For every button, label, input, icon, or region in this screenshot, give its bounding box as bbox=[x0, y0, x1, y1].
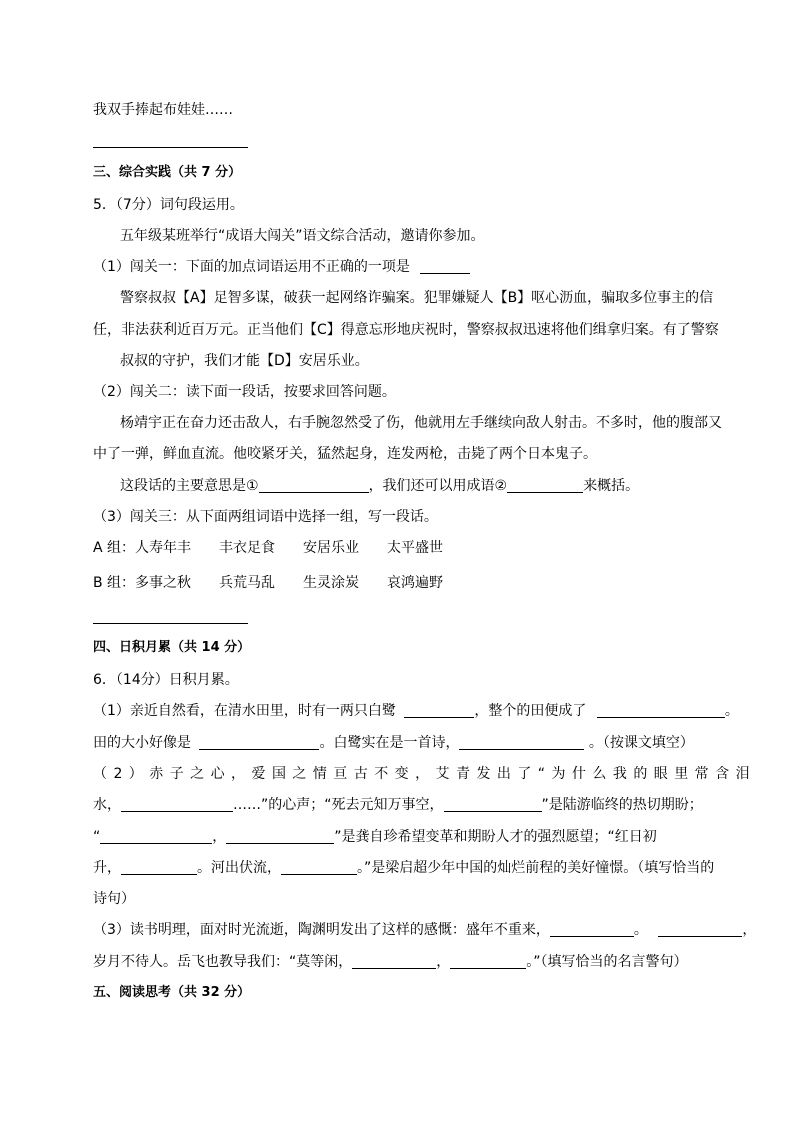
word-group-a: A 组：人寿年丰 丰衣足食 安居乐业 太平盛世 bbox=[93, 540, 444, 556]
blank-field[interactable] bbox=[226, 829, 334, 844]
blank-field[interactable] bbox=[550, 922, 634, 937]
text-line: 我双手捧起布娃娃…… bbox=[93, 102, 233, 118]
text-span: （1）闯关一：下面的加点词语运用不正确的一项是 bbox=[93, 259, 410, 275]
blank-field[interactable] bbox=[281, 860, 357, 875]
text-span: （3）读书明理，面对时光流逝，陶渊明发出了这样的感慨：盛年不重来， bbox=[93, 922, 550, 938]
text-span: ……”的心声；“死去元知万事空， bbox=[233, 797, 444, 813]
text-span: 。 bbox=[633, 922, 648, 938]
text-line: 任，非法获利近百万元。正当他们【C】得意忘形地庆祝时，警察叔叔迅速将他们缉拿归案。有了警察 bbox=[93, 322, 719, 338]
text-span: 。白鹭实在是一首诗， bbox=[319, 735, 460, 751]
text-line bbox=[93, 920, 756, 940]
answer-line bbox=[93, 623, 248, 624]
text-span: ”是龚自珍希望变革和期盼人才的强烈愿望；“红日初 bbox=[334, 829, 657, 845]
blank-field[interactable] bbox=[100, 829, 212, 844]
text-span: 。”是梁启超少年中国的灿烂前程的美好憧憬。（填写恰当的 bbox=[357, 860, 715, 876]
text-span: 。”（填写恰当的名言警句） bbox=[526, 954, 688, 970]
text-span: 。 bbox=[724, 703, 739, 719]
question-title: 6．（14分）日积月累。 bbox=[93, 672, 239, 688]
text-line bbox=[93, 952, 688, 972]
blank-field[interactable] bbox=[121, 860, 197, 875]
text-span: 。河出伏流， bbox=[197, 860, 281, 876]
text-line bbox=[93, 827, 657, 847]
text-line: 叔叔的守护，我们才能【D】安居乐业。 bbox=[120, 353, 369, 369]
blank-field[interactable] bbox=[420, 259, 470, 274]
text-span: （1）亲近自然看，在清水田里，时有一两只白鹭 bbox=[93, 703, 396, 719]
question-part: （3）闯关三：从下面两组词语中选择一组，写一段话。 bbox=[93, 509, 438, 525]
blank-field[interactable] bbox=[444, 797, 542, 812]
text-line: 五年级某班举行“成语大闯关”语文综合活动，邀请你参加。 bbox=[120, 228, 485, 244]
word-group-b: B 组：多事之秋 兵荒马乱 生灵涂炭 哀鸿遍野 bbox=[93, 575, 444, 591]
text-span: “ bbox=[93, 829, 101, 845]
text-span: 岁月不待人。岳飞也教导我们：“莫等闲， bbox=[93, 954, 353, 970]
question-part bbox=[93, 257, 470, 277]
section-heading: 三、综合实践（共 7 分） bbox=[93, 165, 242, 180]
text-line bbox=[93, 795, 703, 815]
text-span: 水， bbox=[93, 797, 121, 813]
text-line: 诗句） bbox=[93, 891, 135, 907]
text-span: ， bbox=[742, 922, 757, 938]
blank-field[interactable] bbox=[658, 922, 742, 937]
blank-field[interactable] bbox=[121, 797, 233, 812]
answer-line bbox=[93, 147, 248, 148]
blank-field[interactable] bbox=[404, 703, 474, 718]
blank-field[interactable] bbox=[450, 954, 526, 969]
blank-field[interactable] bbox=[597, 703, 725, 718]
text-span: 来概括。 bbox=[583, 478, 640, 494]
text-span: ，我们还可以用成语② bbox=[368, 478, 508, 494]
question-part: （2）闯关二：读下面一段话，按要求回答问题。 bbox=[93, 384, 396, 400]
section-heading: 四、日积月累（共 14 分） bbox=[93, 640, 251, 655]
blank-field[interactable] bbox=[459, 735, 584, 750]
text-line: 中了一弹，鲜血直流。他咬紧牙关，猛然起身，连发两枪，击毙了两个日本鬼子。 bbox=[93, 446, 597, 462]
text-span: 这段话的主要意思是① bbox=[120, 478, 259, 494]
text-line: 杨靖宇正在奋力还击敌人，右手腕忽然受了伤，他就用左手继续向敌人射击。不多时，他的腹部又 bbox=[120, 415, 722, 431]
question-title: 5．（7分）词句段运用。 bbox=[93, 197, 244, 213]
text-line bbox=[93, 858, 714, 878]
text-span: ，整个的田便成了 bbox=[474, 703, 587, 719]
text-span: 升， bbox=[93, 860, 121, 876]
text-span: ， bbox=[436, 954, 451, 970]
text-span: 田的大小好像是 bbox=[93, 735, 191, 751]
text-span: ， bbox=[212, 829, 227, 845]
text-span: ”是陆游临终的热切期盼； bbox=[541, 797, 703, 813]
text-line: 警察叔叔【A】足智多谋，破获一起网络诈骗案。犯罪嫌疑人【B】呕心沥血，骗取多位事主的信 bbox=[120, 290, 714, 306]
blank-field[interactable] bbox=[199, 735, 319, 750]
section-heading: 五、阅读思考（共 32 分） bbox=[93, 985, 251, 1000]
text-span: 。（按课文填空） bbox=[588, 735, 694, 751]
blank-field[interactable] bbox=[259, 478, 369, 493]
blank-field[interactable] bbox=[507, 478, 583, 493]
text-line bbox=[93, 701, 739, 721]
text-line bbox=[120, 476, 639, 496]
text-line: （ 2 ） 赤 子 之 心 ， 爱 国 之 情 亘 古 不 变 ， 艾 青 发 出 了 “ 为 什 么 我 的 眼 里 常 含 泪 bbox=[93, 766, 751, 782]
text-line bbox=[93, 733, 694, 753]
blank-field[interactable] bbox=[352, 954, 436, 969]
